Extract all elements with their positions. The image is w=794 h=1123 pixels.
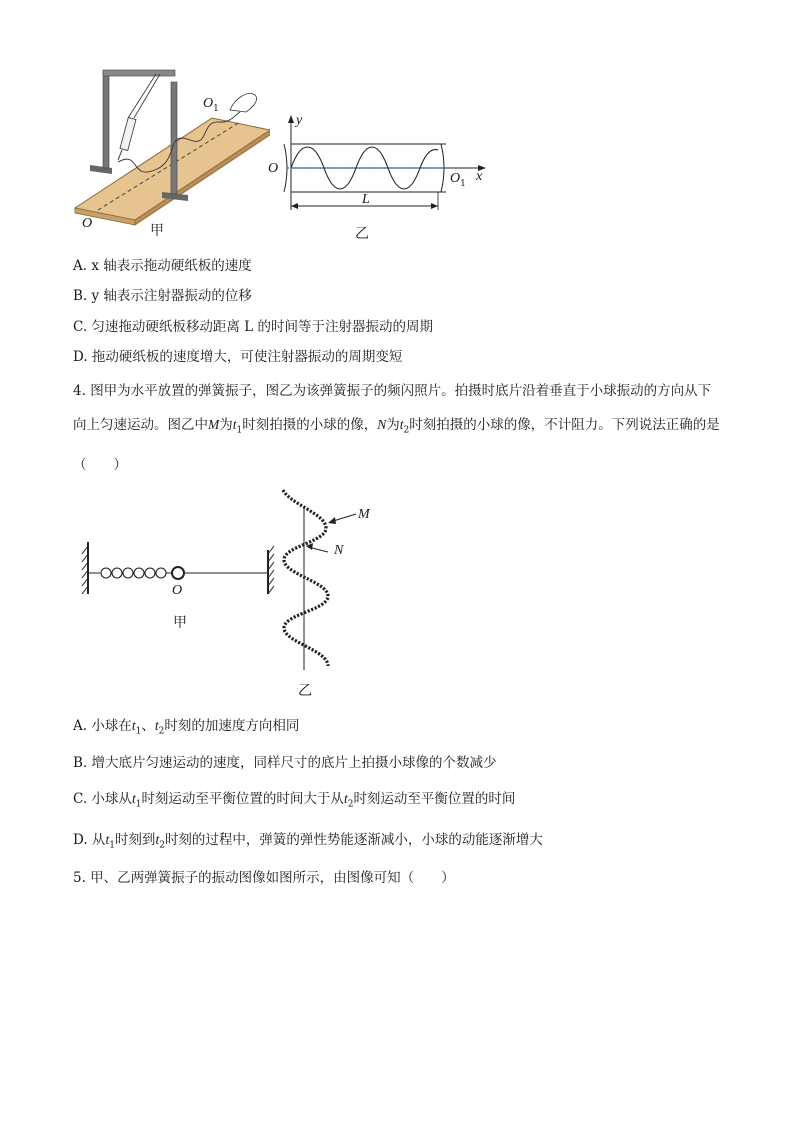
figure-2 [78, 484, 398, 699]
q4-option-a: A. 小球在$t_1$、$t_2$时刻的加速度方向相同 [73, 718, 300, 737]
figure-1 [70, 60, 500, 245]
q4-option-d: D. 从$t_1$时刻到$t_2$时刻的过程中，弹簧的弹性势能逐渐减小，小球的动能逐渐增大 [73, 832, 543, 851]
figure-1-graph-label-y: y [296, 113, 303, 128]
q4-stem: 4. 图甲为水平放置的弹簧振子，图乙为该弹簧振子的频闪照片。拍摄时底片沿着垂直于小球振动的方向从下向上匀速运动。图乙中M为$t_1$时刻拍摄的小球的像，N为$t_2$时刻拍摄的小球的像，不计阻力。下列说法正确的是（ ） [73, 383, 720, 473]
figure-1-graph-label-O: O [268, 161, 279, 176]
figure-1-label-O: O [82, 216, 93, 231]
figure-1-caption-yi: 乙 [355, 226, 369, 242]
figure-1-graph-label-x: x [476, 169, 483, 184]
q3-option-d: D. 拖动硬纸板的速度增大，可使注射器振动的周期变短 [73, 349, 403, 365]
figure-2-label-N: N [334, 543, 344, 558]
figure-2-label-O: O [172, 583, 183, 598]
figure-2-caption-yi: 乙 [298, 683, 312, 699]
q3-option-b: B. y 轴表示注射器振动的位移 [73, 288, 252, 304]
q3-option-a: A. x 轴表示拖动硬纸板的速度 [73, 258, 252, 274]
figure-1-graph-label-O1: $O_1$ [450, 171, 466, 189]
q4-option-c: C. 小球从$t_1$时刻运动至平衡位置的时间大于从$t_2$时刻运动至平衡位置的时间 [73, 791, 516, 810]
figure-1-caption-jia: 甲 [150, 223, 164, 239]
figure-1-graph-label-L: L [362, 192, 370, 207]
q5-stem: 5. 甲、乙两弹簧振子的振动图像如图所示，由图像可知（ ） [73, 870, 455, 886]
figure-1-apparatus-drawing [70, 60, 270, 235]
q4-option-b: B. 增大底片匀速运动的速度，同样尺寸的底片上拍摄小球像的个数减少 [73, 755, 497, 771]
figure-2-caption-jia: 甲 [173, 615, 187, 631]
figure-2-spring-oscillator-drawing [78, 484, 398, 674]
q3-option-c: C. 匀速拖动硬纸板移动距离 L 的时间等于注射器振动的周期 [73, 319, 433, 335]
figure-1-label-O1: $O_1$ [203, 96, 219, 114]
figure-2-label-M: M [358, 507, 370, 522]
